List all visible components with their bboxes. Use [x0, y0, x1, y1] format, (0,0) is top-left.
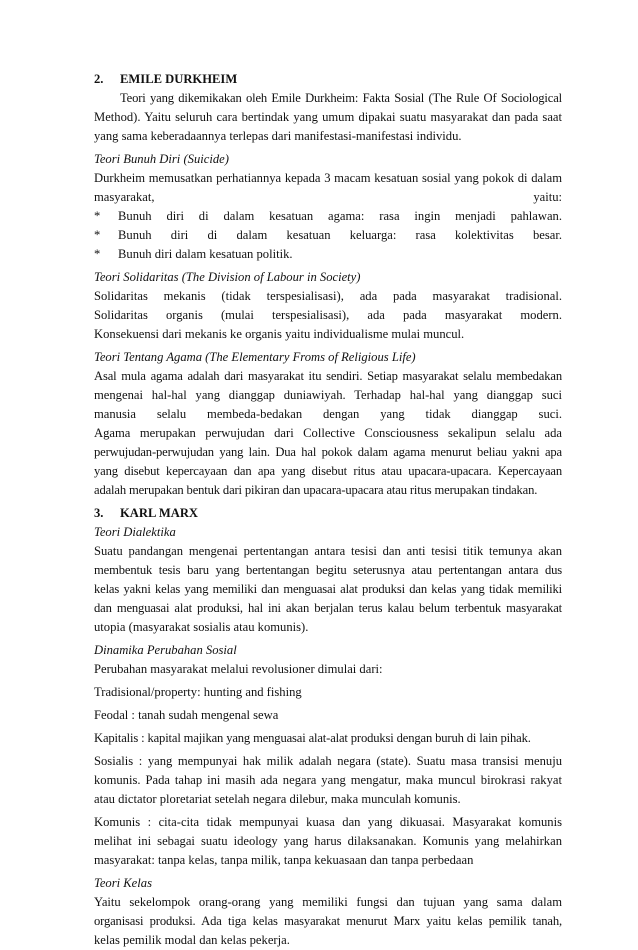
- solidarity-paragraph: [94, 287, 562, 344]
- paragraph-line: Suatu pandangan mengenai pertentangan antara tesisi dan anti tesisi titik temunya akan: [94, 544, 562, 558]
- paragraph-line: atau dictator ploretariat setelah negara dilebur, maka munculah komunis.: [94, 792, 461, 806]
- paragraph-line: Solidaritas organis (mulai terspesialisasi), ada pada masyarakat modern.: [94, 308, 562, 322]
- bullet-text: Bunuh diri dalam kesatuan politik.: [118, 247, 293, 261]
- durkheim-intro: [94, 89, 562, 146]
- paragraph-line: utopia (masyarakat sosialis atau komunis).: [94, 620, 309, 634]
- paragraph-line: dan menguasai alat produksi, hal ini akan berjalan terus kalau belum terbentuk masyarakat: [94, 601, 562, 615]
- subheading-religion: Teori Tentang Agama (The Elementary Froms of Religious Life): [94, 350, 416, 364]
- paragraph-line: Method). Yaitu seluruh cara bertindak yang umum dipakai suatu masyarakat dan pada saat: [94, 110, 562, 124]
- paragraph-line: mengenai hal-hal yang dianggap duniawiyah. Terhadap hal-hal yang dianggap suci: [94, 388, 562, 402]
- paragraph-line: Durkheim memusatkan perhatiannya kepada 3 macam kesatuan sosial yang pokok di dalam: [94, 171, 562, 185]
- section-title: KARL MARX: [120, 506, 199, 520]
- subheading-social-change: Dinamika Perubahan Sosial: [94, 643, 237, 657]
- dialectic-paragraph: [94, 542, 562, 637]
- subheading-solidarity: Teori Solidaritas (The Division of Labour in Society): [94, 270, 361, 284]
- paragraph-line-split: [94, 188, 562, 207]
- section-heading-marx: [94, 504, 562, 523]
- section-title: EMILE DURKHEIM: [120, 72, 238, 86]
- bullet-text: Bunuh diri di dalam kesatuan agama: rasa ingin menjadi pahlawan.: [118, 209, 562, 223]
- section-heading-durkheim: [94, 70, 562, 89]
- paragraph-line: Agama merupakan perwujudan dari Collective Consciousness sekalipun selalu ada: [94, 426, 562, 440]
- paragraph-line: Asal mula agama adalah dari masyarakat itu sendiri. Setiap masyarakat selalu membedakan: [94, 369, 562, 383]
- section-number: 2.: [94, 72, 104, 86]
- paragraph-line: membentuk tesis baru yang bertentangan begitu seterusnya atau pertentangan antara dus: [94, 563, 562, 577]
- paragraph-line: yang disebut kepercayaan dan apa yang disebut ritus atau upacara-upacara. Kepercayaan: [94, 464, 562, 478]
- paragraph: Kapitalis : kapital majikan yang menguasai alat-alat produksi dengan buruh di lain pihak.: [94, 731, 531, 745]
- bullet-text: Bunuh diri di dalam kesatuan keluarga: rasa kolektivitas besar.: [118, 228, 562, 242]
- paragraph-line: Yaitu sekelompok orang-orang yang memiliki fungsi dan tujuan yang sama dalam: [94, 895, 562, 909]
- section-number: 3.: [94, 506, 104, 520]
- suicide-paragraph: [94, 169, 562, 264]
- paragraph-line: melihat ini sebagai suatu ideology yang harus dilaksanakan. Komunis yang melahirkan: [94, 834, 562, 848]
- paragraph-line: organisasi produksi. Ada tiga kelas masyarakat menurut Marx yaitu kelas pemilik tanah,: [94, 914, 562, 928]
- bullet-item: [94, 245, 562, 264]
- bullet-marker: *: [94, 209, 101, 223]
- communist-paragraph: [94, 813, 562, 870]
- bullet-marker: *: [94, 247, 101, 261]
- paragraph: Perubahan masyarakat melalui revolusioner dimulai dari:: [94, 662, 383, 676]
- paragraph-line: masyarakat: tanpa kelas, tanpa milik, tanpa kekuasaan dan tanpa perbedaan: [94, 853, 474, 867]
- paragraph-line: manusia selalu membeda-bedakan dengan yang tidak dianggap suci.: [94, 407, 562, 421]
- document-page: [94, 66, 562, 950]
- paragraph-line: Teori yang dikemikakan oleh Emile Durkheim: Fakta Sosial (The Rule Of Sociological: [120, 91, 562, 105]
- paragraph-line: komunis. Pada tahap ini masih ada negara yang mengatur, maka muncul birokrasi rakyat: [94, 773, 562, 787]
- paragraph: Feodal : tanah sudah mengenal sewa: [94, 708, 279, 722]
- subheading-suicide: Teori Bunuh Diri (Suicide): [94, 152, 229, 166]
- paragraph-line: Sosialis : yang mempunyai hak milik adalah negara (state). Suatu masa transisi menuju: [94, 754, 562, 768]
- paragraph-line: Solidaritas mekanis (tidak terspesialisasi), ada pada masyarakat tradisional.: [94, 289, 562, 303]
- socialist-paragraph: [94, 752, 562, 809]
- bullet-marker: *: [94, 228, 101, 242]
- paragraph-line: adalah merupakan bentuk dari pikiran dan upacara-upacara atau ritus merupakan tindakan.: [94, 483, 538, 497]
- paragraph-line: kelas pemilik modal dan kelas pekerja.: [94, 933, 290, 947]
- subheading-class-theory: Teori Kelas: [94, 876, 152, 890]
- religion-paragraph: [94, 367, 562, 500]
- paragraph-line: perwujudan-perwujudan yang lain. Dua hal pokok dalam agama menurut beliau yakni apa: [94, 445, 562, 459]
- paragraph: Tradisional/property: hunting and fishing: [94, 685, 302, 699]
- paragraph-fragment: yaitu:: [533, 190, 562, 204]
- paragraph-fragment: masyarakat,: [94, 190, 155, 204]
- bullet-item: [94, 226, 562, 245]
- paragraph-line: Konsekuensi dari mekanis ke organis yaitu individualisme mulai muncul.: [94, 327, 465, 341]
- paragraph-line: kelas yakni kelas yang memiliki dan menguasai alat produksi dan kelas yang tidak memiliki: [94, 582, 562, 596]
- bullet-item: [94, 207, 562, 226]
- subheading-dialectic: Teori Dialektika: [94, 525, 176, 539]
- paragraph-line: yang sama keberadaannya terlepas dari manifestasi-manifestasi individu.: [94, 129, 462, 143]
- paragraph-line: Komunis : cita-cita tidak mempunyai kuasa dan yang dikuasai. Masyarakat komunis: [94, 815, 562, 829]
